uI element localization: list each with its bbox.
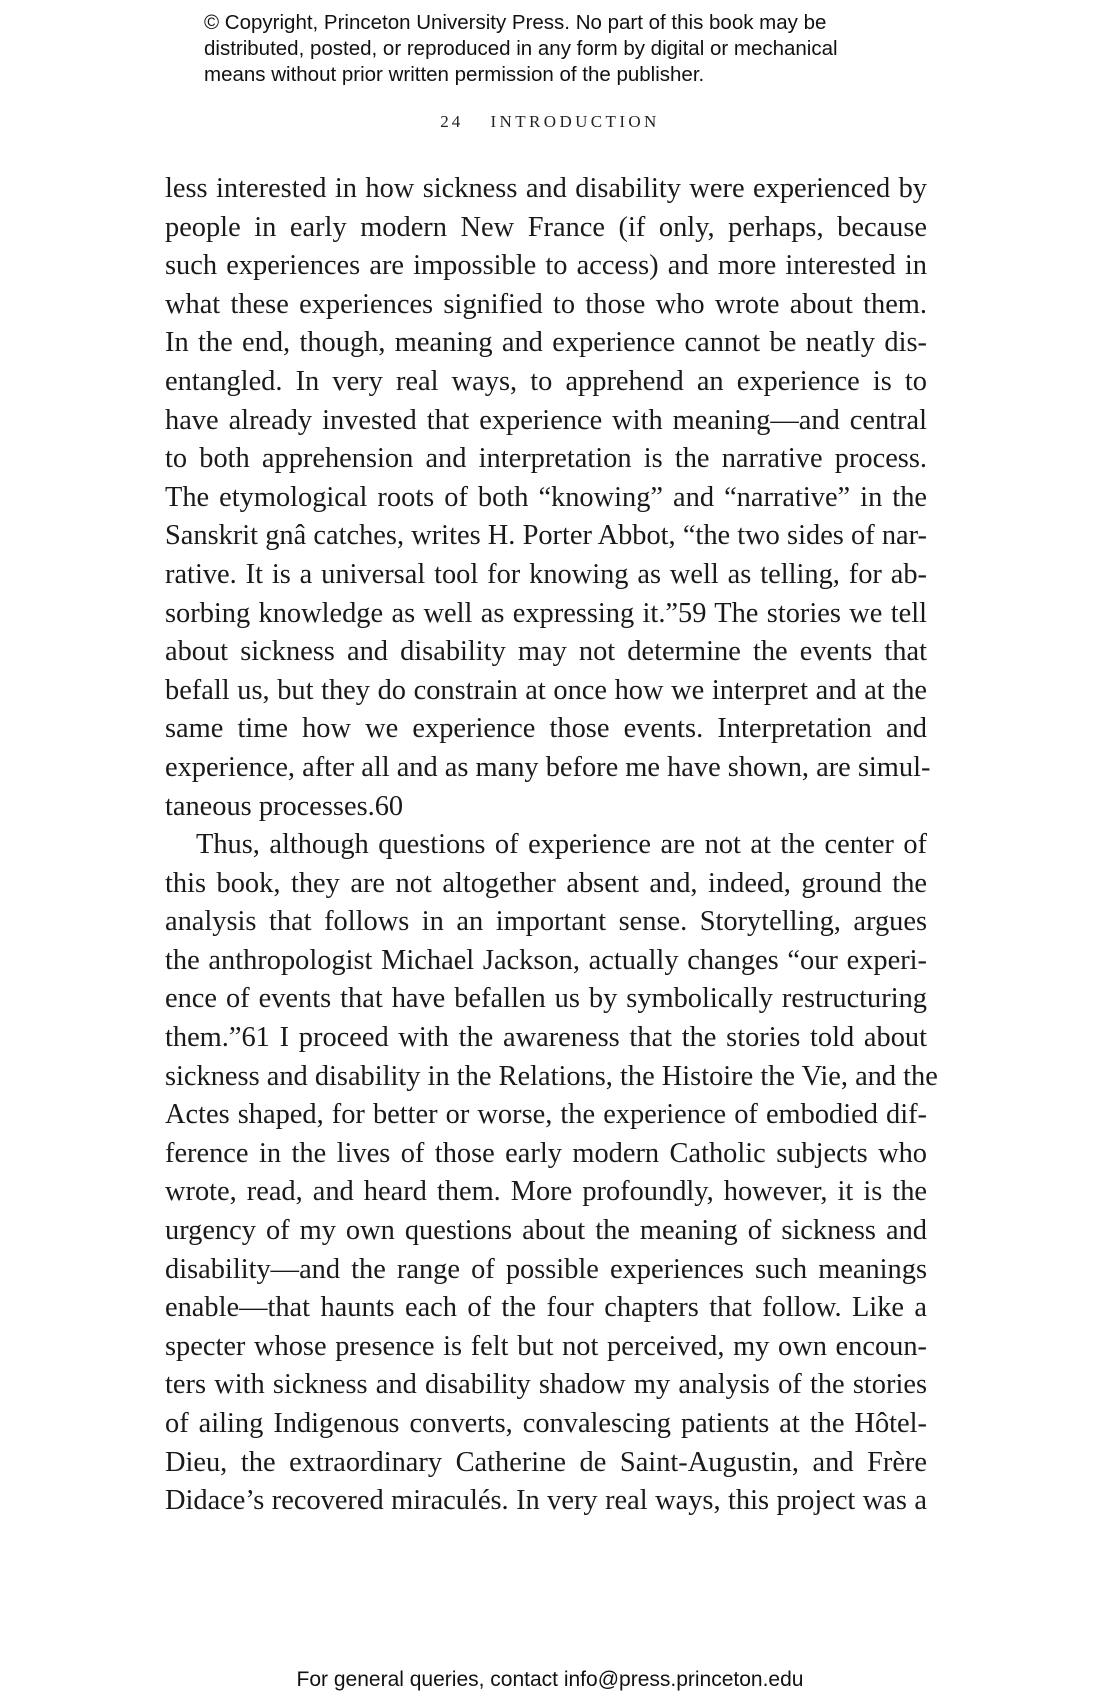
text-line: entangled. In very real ways, to apprehend an experience is to <box>165 365 927 397</box>
body-text <box>165 170 938 1521</box>
text-line: ence of events that have befallen us by symbolically restructuring <box>165 983 927 1015</box>
text-line: Dieu, the extraordinary Catherine de Saint-Augustin, and Frère <box>165 1446 927 1478</box>
paragraph <box>165 170 931 826</box>
text-line: The etymological roots of both “knowing” and “narrative” in the <box>165 481 927 513</box>
text-line: them.”61 I proceed with the awareness that the stories told about <box>165 1022 927 1054</box>
text-line: Actes shaped, for better or worse, the experience of embodied dif- <box>165 1099 927 1131</box>
paragraph <box>165 826 938 1521</box>
text-line: have already invested that experience with meaning—and central <box>165 404 927 436</box>
text-line: Thus, although questions of experience are not at the center of <box>196 829 927 861</box>
text-line: specter whose presence is felt but not perceived, my own encoun- <box>165 1330 927 1362</box>
text-line: rative. It is a universal tool for knowing as well as telling, for ab- <box>165 558 927 590</box>
running-head <box>0 112 1100 132</box>
text-line: disability—and the range of possible experiences such meanings <box>165 1253 927 1285</box>
text-line: such experiences are impossible to access) and more interested in <box>165 250 927 282</box>
text-line: urgency of my own questions about the meaning of sickness and <box>165 1215 927 1247</box>
text-line: of ailing Indigenous converts, convalescing patients at the Hôtel- <box>165 1408 927 1439</box>
text-line: befall us, but they do constrain at once how we interpret and at the <box>165 674 927 706</box>
page-number: 24 <box>440 112 464 131</box>
copyright-line: distributed, posted, or reproduced in any form by digital or mechanical <box>204 37 838 60</box>
text-line: ters with sickness and disability shadow my analysis of the stories <box>165 1369 927 1401</box>
text-line: sorbing knowledge as well as expressing it.”59 The stories we tell <box>165 597 927 629</box>
text-line: taneous processes.60 <box>165 790 404 822</box>
copyright-line: © Copyright, Princeton University Press. No part of this book may be <box>204 11 827 34</box>
text-line: this book, they are not altogether absent and, indeed, ground the <box>165 867 927 899</box>
text-line: what these experiences signified to those who wrote about them. <box>165 288 927 320</box>
text-line: Sanskrit gnâ catches, writes H. Porter Abbot, “the two sides of nar- <box>165 520 927 552</box>
text-line: ference in the lives of those early modern Catholic subjects who <box>165 1137 927 1169</box>
text-line: enable—that haunts each of the four chapters that follow. Like a <box>165 1292 927 1324</box>
text-line: people in early modern New France (if only, perhaps, because <box>165 211 927 243</box>
text-line: experience, after all and as many before me have shown, are simul- <box>165 751 931 783</box>
text-line: the anthropologist Michael Jackson, actually changes “our experi- <box>165 944 927 976</box>
text-line: wrote, read, and heard them. More profoundly, however, it is the <box>165 1176 927 1208</box>
text-line: analysis that follows in an important sense. Storytelling, argues <box>165 906 927 938</box>
chapter-title: INTRODUCTION <box>490 112 660 131</box>
text-line: about sickness and disability may not determine the events that <box>165 636 927 668</box>
text-line: In the end, though, meaning and experience cannot be neatly dis- <box>165 327 927 359</box>
text-line: to both apprehension and interpretation is the narrative process. <box>165 443 927 475</box>
copyright-notice <box>204 10 964 88</box>
footer-contact: For general queries, contact info@press.princeton.edu <box>296 1668 804 1691</box>
text-line: sickness and disability in the Relations, the Histoire the Vie, and the <box>165 1060 938 1092</box>
text-line: less interested in how sickness and disability were experienced by <box>165 173 927 204</box>
copyright-line: means without prior written permission of the publisher. <box>204 63 705 86</box>
text-line: same time how we experience those events. Interpretation and <box>165 713 927 745</box>
text-line: Didace’s recovered miraculés. In very real ways, this project was a <box>165 1485 927 1517</box>
